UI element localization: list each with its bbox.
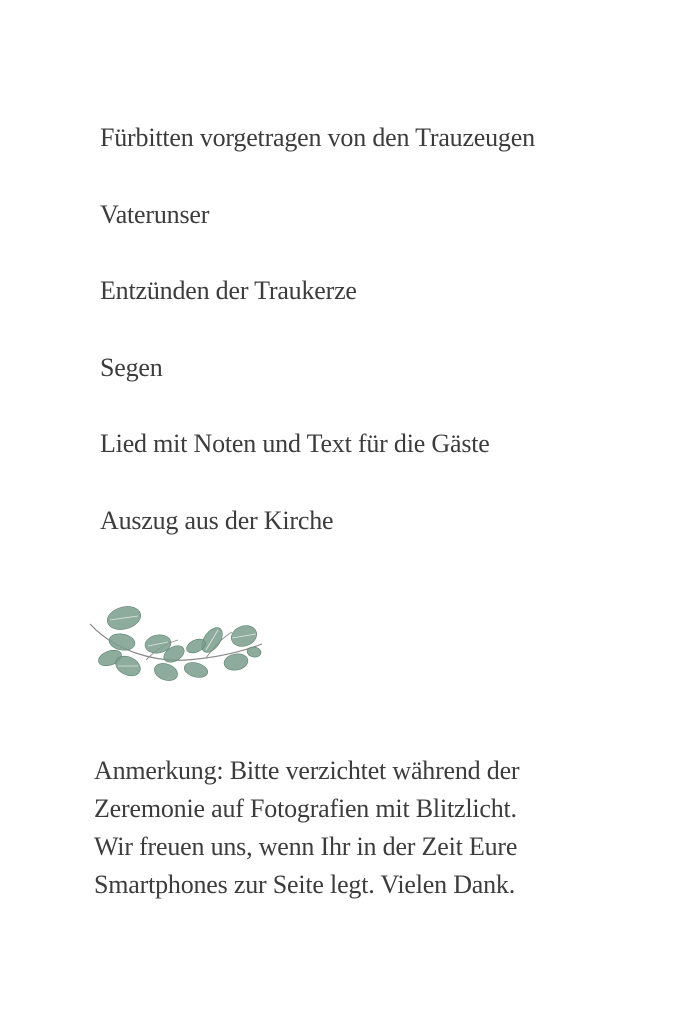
note-line: Smartphones zur Seite legt. Vielen Dank. (94, 870, 516, 899)
program-item-auszug: Auszug aus der Kirche (100, 505, 334, 535)
program-item-vaterunser: Vaterunser (100, 199, 210, 229)
note-line: Wir freuen uns, wenn Ihr in der Zeit Eure (94, 832, 518, 861)
program-item-traukerze: Entzünden der Traukerze (100, 276, 357, 305)
note-line: Zeremonie auf Fotografien mit Blitzlicht. (94, 794, 517, 823)
program-item-fuerbitten: Fürbitten vorgetragen von den Trauzeugen (100, 123, 535, 152)
eucalyptus-sprig-icon (86, 600, 266, 692)
program-item-lied: Lied mit Noten und Text für die Gäste (100, 429, 490, 458)
program-item-segen: Segen (100, 352, 163, 382)
note-line: Anmerkung: Bitte verzichtet während der (94, 756, 520, 785)
photography-note (94, 752, 614, 904)
ceremony-program-list (100, 118, 535, 577)
sprig-leaves (96, 603, 261, 684)
